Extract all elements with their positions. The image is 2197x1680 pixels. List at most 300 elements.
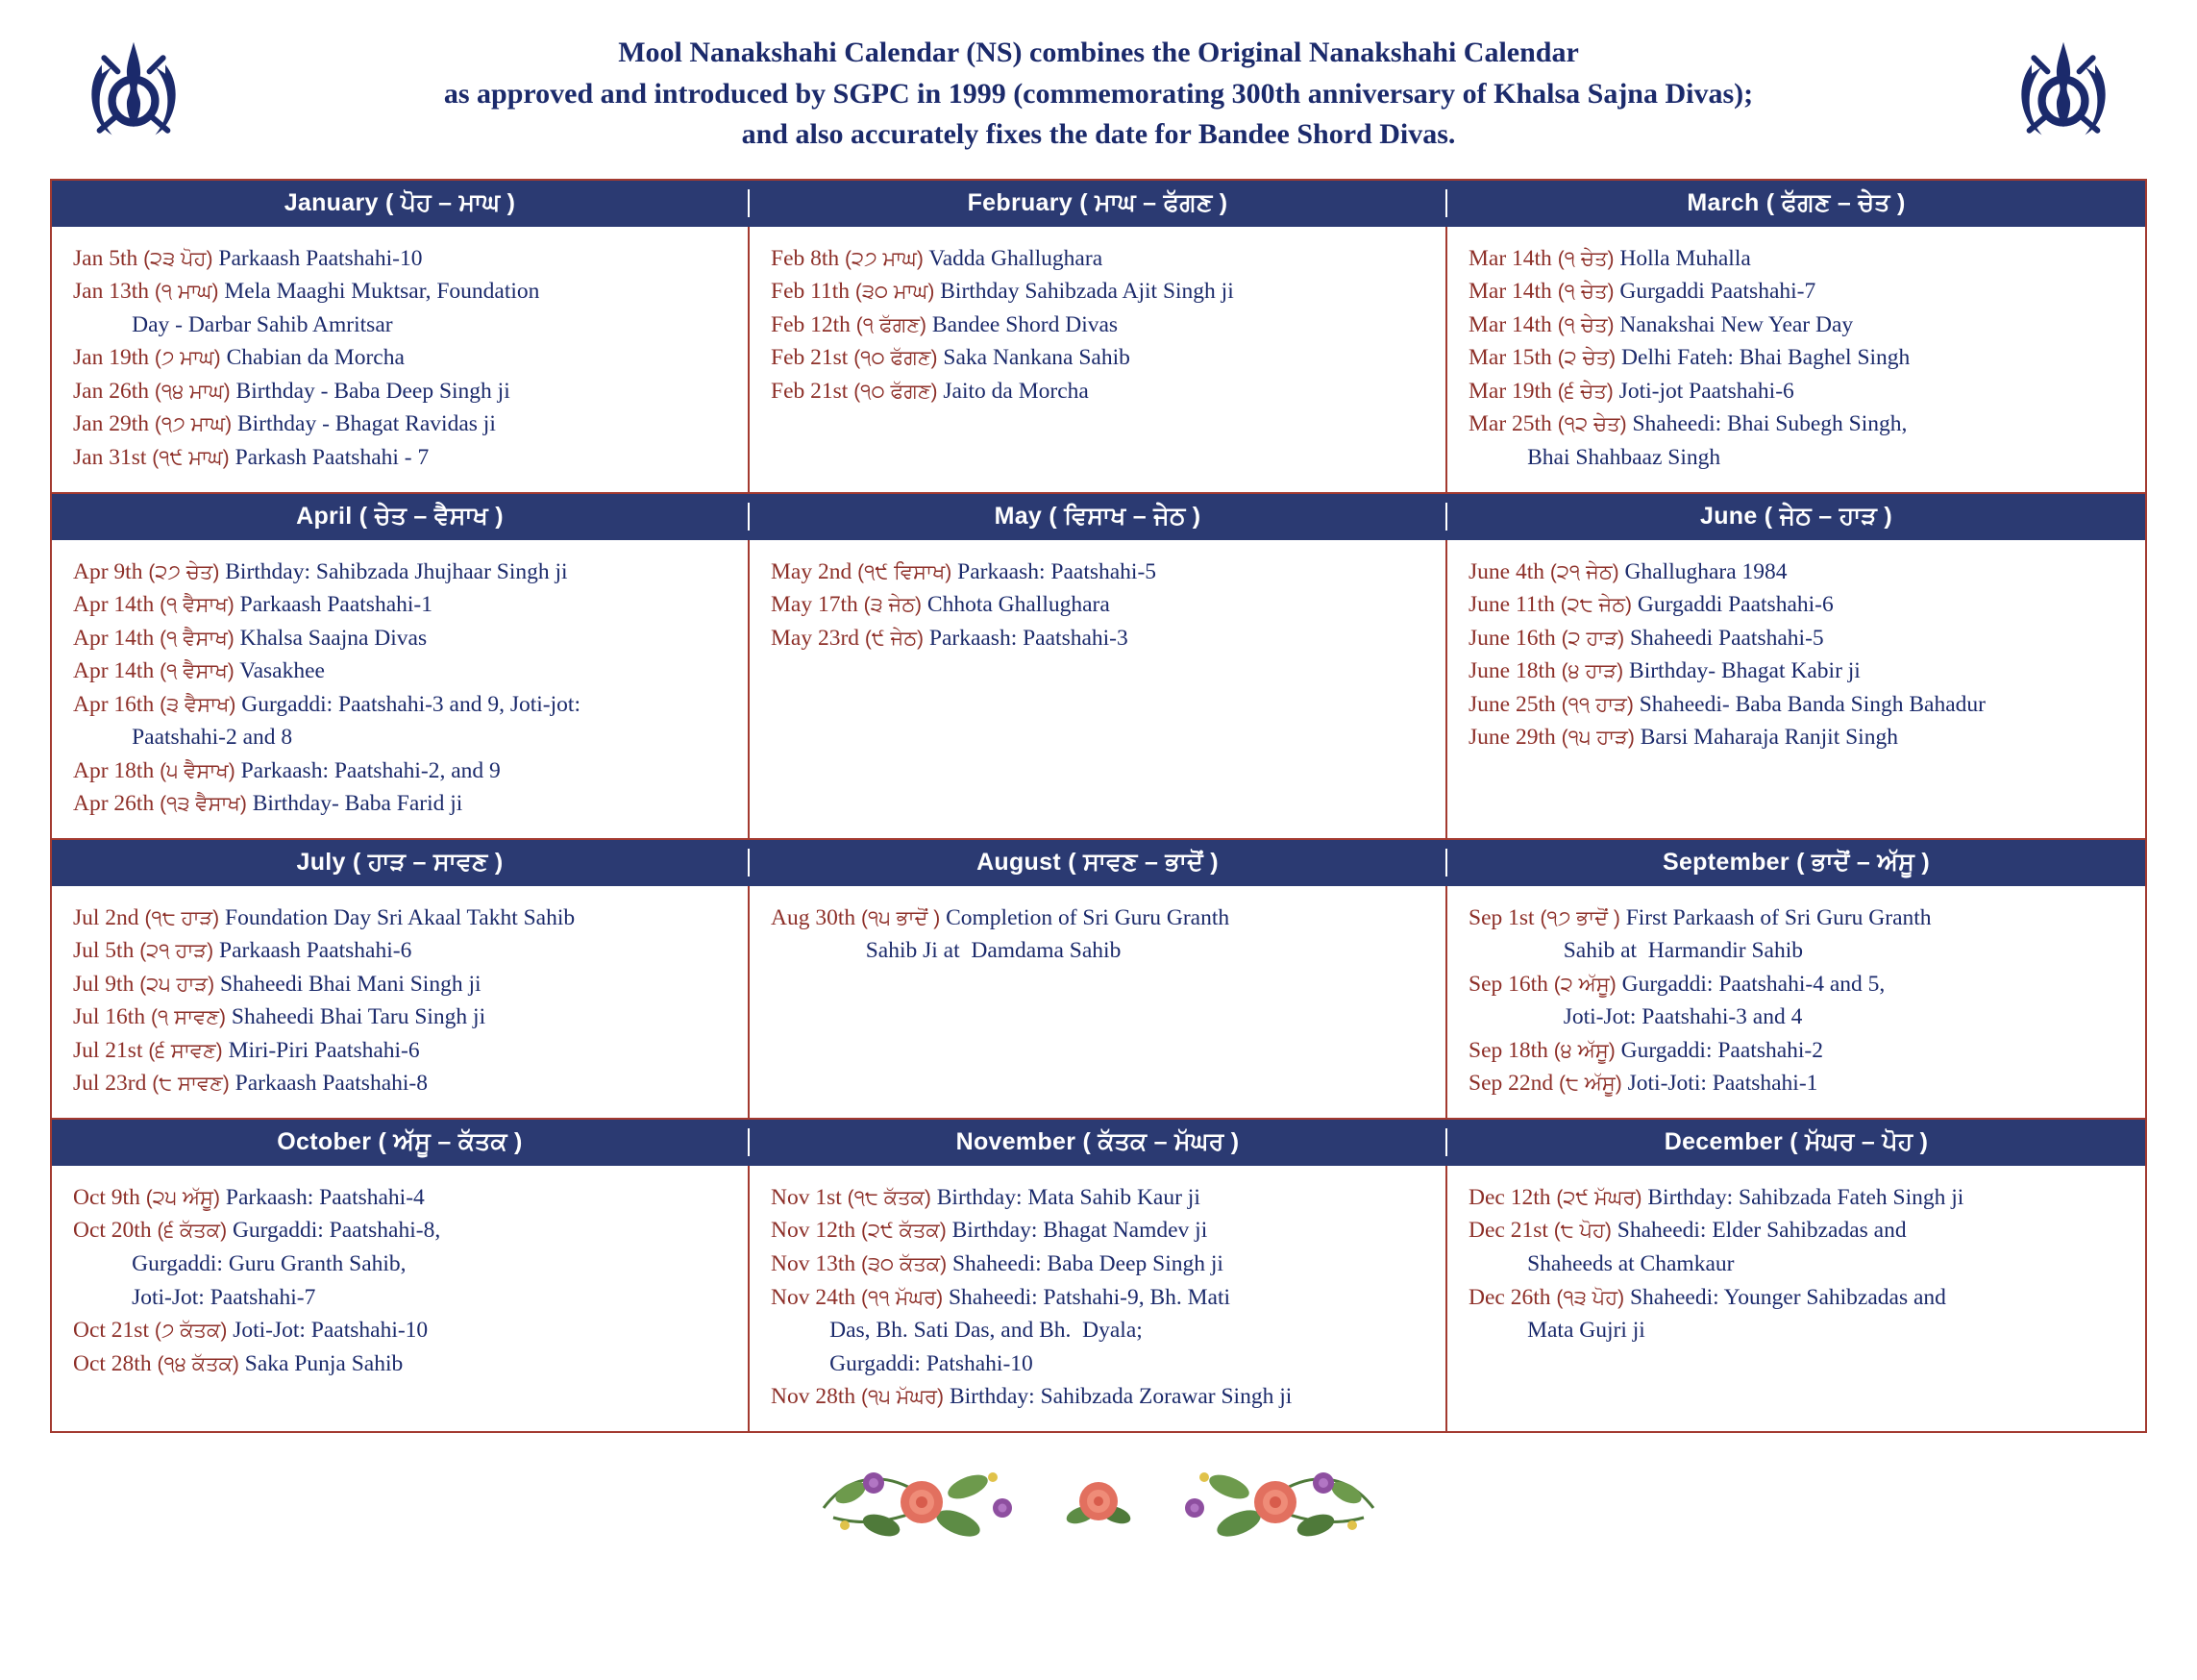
event-date-gurmukhi: (੧ ਵੈਸਾਖ) — [160, 594, 235, 617]
calendar-event — [1469, 1067, 2124, 1100]
calendar-event — [73, 688, 727, 754]
event-description: Birthday Sahibzada Ajit Singh ji — [940, 279, 1234, 305]
calendar-event — [73, 1314, 727, 1347]
calendar-event — [1469, 902, 2124, 968]
calendar-event — [1469, 688, 2124, 722]
event-date: June 18th — [1469, 658, 1556, 684]
event-description: Birthday: Sahibzada Zorawar Singh ji — [949, 1384, 1293, 1410]
event-description: Birthday: Sahibzada Fateh Singh ji — [1647, 1184, 1964, 1210]
calendar-event — [771, 309, 1424, 342]
event-description: Bandee Shord Divas — [931, 311, 1119, 337]
event-description-cont: Joti-Jot: Paatshahi-3 and 4 — [1563, 1004, 1803, 1030]
calendar-event — [73, 754, 727, 788]
event-date: Oct 28th — [73, 1350, 152, 1376]
event-date-gurmukhi: (੧ ਫੱਗਣ) — [855, 313, 927, 336]
calendar-event — [771, 1248, 1424, 1281]
event-date-gurmukhi: (੧੩ ਵੈਸਾਖ) — [160, 793, 247, 816]
event-description: Birthday: Sahibzada Jhujhaar Singh ji — [225, 558, 568, 584]
calendar-event — [73, 375, 727, 408]
event-date: Sep 16th — [1469, 971, 1548, 997]
calendar-event — [771, 902, 1424, 968]
event-date-gurmukhi: (੨੭ ਮਾਘ) — [845, 247, 924, 270]
month-header-august — [750, 849, 1447, 877]
calendar-event — [1469, 968, 2124, 1034]
event-date: Feb 12th — [771, 311, 851, 337]
calendar-event — [771, 588, 1424, 622]
calendar-event — [771, 341, 1424, 375]
month-name: May — [994, 502, 1043, 530]
event-description: Mela Maaghi Muktsar, Foundation — [224, 279, 540, 305]
event-date: June 4th — [1469, 558, 1544, 584]
event-description: Shaheedi: Bhai Subegh Singh, — [1632, 411, 1908, 437]
rose-ornament-icon — [1060, 1465, 1137, 1546]
event-date: Jan 29th — [73, 411, 149, 437]
event-date-gurmukhi: (੭ ਮਾਘ) — [154, 347, 221, 370]
calendar-event — [73, 1181, 727, 1215]
event-date-gurmukhi: (੧੪ ਮਾਘ) — [154, 380, 231, 403]
event-date: Jul 2nd — [73, 904, 139, 930]
event-date: Jan 19th — [73, 345, 149, 371]
event-date-gurmukhi: (੨੫ ਹਾੜ) — [139, 973, 215, 996]
floral-ornament-icon — [1162, 1450, 1383, 1561]
event-date-gurmukhi: (੭ ਕੱਤਕ) — [154, 1320, 228, 1343]
event-date-gurmukhi: (੯ ਜੇਠ) — [864, 627, 924, 650]
event-description-cont: Paatshahi-2 and 8 — [132, 725, 293, 751]
month-name-gurmukhi: ( ਜੇਠ – ਹਾੜ ) — [1764, 502, 1893, 530]
event-date-gurmukhi: (੨ ਅੱਸੂ) — [1553, 973, 1617, 996]
event-date: Nov 1st — [771, 1184, 842, 1210]
month-cell-february — [750, 227, 1447, 492]
month-name: June — [1699, 502, 1758, 530]
calendar-event — [73, 1001, 727, 1034]
event-description: Joti-Jot: Paatshahi-10 — [233, 1318, 429, 1344]
event-date-gurmukhi: (੨ ਹਾੜ) — [1561, 627, 1625, 650]
event-description-cont: Joti-Jot: Paatshahi-7 — [132, 1284, 316, 1310]
event-date-gurmukhi: (੨੫ ਅੱਸੂ) — [145, 1186, 221, 1209]
month-name: October — [277, 1127, 372, 1155]
title-line-2: as approved and introduced by SGPC in 1999 (commemorating 300th anniversary of Khalsa Sajna Divas); — [443, 77, 1754, 110]
event-date: Nov 24th — [771, 1284, 856, 1310]
month-name: December — [1664, 1127, 1784, 1155]
month-name-gurmukhi: ( ਮੱਘਰ – ਪੋਹ ) — [1790, 1127, 1929, 1155]
calendar-event — [1469, 1181, 2124, 1215]
event-description: Gurgaddi: Paatshahi-4 and 5, — [1621, 971, 1886, 997]
event-description: Vadda Ghallughara — [928, 245, 1103, 271]
event-description: Vasakhee — [239, 658, 325, 684]
month-header-april — [52, 503, 750, 531]
event-description: Delhi Fateh: Bhai Baghel Singh — [1621, 345, 1911, 371]
event-date-gurmukhi: (੧੩ ਪੋਹ) — [1556, 1286, 1625, 1309]
event-description: Shaheedi Paatshahi-5 — [1629, 625, 1824, 651]
event-description: Parkaash: Paatshahi-3 — [928, 625, 1128, 651]
event-date-gurmukhi: (੩ ਜੇਠ) — [863, 594, 923, 617]
event-date-gurmukhi: (੧੭ ਭਾਦੋਂ ) — [1540, 906, 1620, 929]
event-date: Jul 16th — [73, 1004, 146, 1030]
event-date: Apr 16th — [73, 691, 155, 717]
title-line-3: and also accurately fixes the date for Bandee Shord Divas. — [741, 118, 1456, 151]
calendar-event — [771, 1380, 1424, 1414]
event-date-gurmukhi: (੧ ਸਾਵਣ) — [150, 1006, 227, 1029]
event-description: Parkaash Paatshahi-6 — [219, 938, 412, 964]
event-date: Dec 26th — [1469, 1284, 1551, 1310]
event-description: Birthday - Baba Deep Singh ji — [235, 378, 510, 404]
month-header-june — [1447, 503, 2145, 531]
event-description: Miri-Piri Paatshahi-6 — [228, 1037, 420, 1063]
calendar-event — [73, 341, 727, 375]
page-title — [190, 33, 2007, 156]
event-description: Gurgaddi Paatshahi-6 — [1637, 592, 1834, 618]
event-description: Gurgaddi: Paatshahi-3 and 9, Joti-jot: — [241, 691, 580, 717]
event-description-cont: Das, Bh. Sati Das, and Bh. Dyala; — [829, 1318, 1143, 1344]
month-header-row — [52, 1120, 2145, 1166]
event-description: Gurgaddi: Paatshahi-8, — [232, 1218, 441, 1244]
calendar-event — [73, 787, 727, 821]
event-date-gurmukhi: (੨੯ ਕੱਤਕ) — [861, 1220, 947, 1243]
event-description: Ghallughara 1984 — [1624, 558, 1788, 584]
event-description: Saka Punja Sahib — [244, 1350, 404, 1376]
event-date-gurmukhi: (੧੧ ਮੱਘਰ) — [861, 1286, 944, 1309]
event-date-gurmukhi: (੮ ਅੱਸੂ) — [1559, 1073, 1622, 1096]
month-cell-april — [52, 540, 750, 838]
calendar-event — [73, 655, 727, 688]
calendar-event — [1469, 721, 2124, 754]
event-date-gurmukhi: (੩ ਵੈਸਾਖ) — [160, 693, 236, 716]
event-date-gurmukhi: (੧ ਵੈਸਾਖ) — [160, 627, 235, 650]
event-description: Parkaash Paatshahi-8 — [235, 1071, 428, 1097]
calendar-event — [771, 622, 1424, 655]
event-description-cont: Shaheeds at Chamkaur — [1527, 1251, 1735, 1276]
event-date-gurmukhi: (੨੧ ਹਾੜ) — [139, 940, 214, 963]
calendar-event — [73, 408, 727, 441]
event-date-gurmukhi: (੧੫ ਮੱਘਰ) — [861, 1386, 945, 1409]
event-description: First Parkaash of Sri Guru Granth — [1625, 904, 1932, 930]
event-date-gurmukhi: (੨੮ ਜੇਠ) — [1560, 594, 1633, 617]
event-description: Gurgaddi: Paatshahi-2 — [1620, 1037, 1824, 1063]
month-header-november — [750, 1128, 1447, 1156]
month-name-gurmukhi: ( ਚੇਤ – ਵੈਸਾਖ ) — [358, 502, 504, 530]
calendar-event — [73, 588, 727, 622]
month-cell-january — [52, 227, 750, 492]
event-date: Apr 26th — [73, 791, 155, 817]
event-date: Jan 31st — [73, 444, 147, 470]
calendar-event — [1469, 408, 2124, 474]
month-name-gurmukhi: ( ਭਾਦੋਂ – ਅੱਸੂ ) — [1796, 848, 1930, 876]
event-date: May 2nd — [771, 558, 852, 584]
event-date: Jan 5th — [73, 245, 138, 271]
month-header-row — [52, 181, 2145, 227]
floral-ornament-icon — [814, 1450, 1035, 1561]
event-date-gurmukhi: (੬ ਕੱਤਕ) — [157, 1220, 228, 1243]
calendar-event — [73, 1214, 727, 1314]
event-description-cont: Mata Gujri ji — [1527, 1318, 1645, 1344]
event-description: Jaito da Morcha — [943, 378, 1089, 404]
event-date: Jul 21st — [73, 1037, 143, 1063]
event-date-gurmukhi: (੧੨ ਚੇਤ) — [1557, 413, 1627, 436]
event-date: Apr 18th — [73, 757, 155, 783]
month-header-row — [52, 494, 2145, 540]
month-header-march — [1447, 189, 2145, 217]
event-description: Shaheedi: Baba Deep Singh ji — [951, 1251, 1223, 1276]
event-date-gurmukhi: (੧੯ ਵਿਸਾਖ) — [857, 560, 952, 583]
event-date-gurmukhi: (੨ ਚੇਤ) — [1557, 347, 1617, 370]
event-date-gurmukhi: (੬ ਸਾਵਣ) — [148, 1039, 223, 1062]
calendar-event — [73, 1067, 727, 1100]
event-date-gurmukhi: (੧੮ ਕੱਤਕ) — [847, 1186, 931, 1209]
event-date: Aug 30th — [771, 904, 856, 930]
khanda-icon — [2007, 37, 2120, 151]
event-date: Nov 13th — [771, 1251, 856, 1276]
event-date-gurmukhi: (੬ ਚੇਤ) — [1557, 380, 1614, 403]
page-header — [50, 0, 2147, 165]
event-date: Sep 22nd — [1469, 1071, 1554, 1097]
event-description: Birthday: Mata Sahib Kaur ji — [936, 1184, 1200, 1210]
calendar-event — [73, 1347, 727, 1381]
event-date: May 23rd — [771, 625, 860, 651]
month-name-gurmukhi: ( ਸਾਵਣ – ਭਾਦੋਂ ) — [1068, 848, 1219, 876]
event-description: Holla Muhalla — [1619, 245, 1751, 271]
event-description: Gurgaddi Paatshahi-7 — [1619, 279, 1816, 305]
calendar-event — [1469, 375, 2124, 408]
event-date-gurmukhi: (੪ ਹਾੜ) — [1561, 660, 1624, 683]
event-description: Birthday- Bhagat Kabir ji — [1629, 658, 1861, 684]
event-description: Parkash Paatshahi - 7 — [235, 444, 430, 470]
month-header-row — [52, 840, 2145, 886]
event-date-gurmukhi: (੧੦ ਫੱਗਣ) — [853, 380, 938, 403]
event-date-gurmukhi: (੧੪ ਕੱਤਕ) — [157, 1352, 239, 1375]
month-name: March — [1687, 188, 1760, 216]
event-date: Feb 8th — [771, 245, 840, 271]
month-cell-july — [52, 886, 750, 1118]
month-cell-may — [750, 540, 1447, 838]
calendar-event — [73, 275, 727, 341]
event-date-gurmukhi: (੧ ਮਾਘ) — [154, 281, 219, 304]
event-date: June 29th — [1469, 725, 1556, 751]
calendar-event — [73, 441, 727, 475]
calendar-event — [73, 622, 727, 655]
month-cell-december — [1447, 1166, 2145, 1431]
event-date-gurmukhi: (੧੫ ਹਾੜ) — [1561, 727, 1635, 750]
event-description: Parkaash Paatshahi-1 — [239, 592, 432, 618]
event-date-gurmukhi: (੮ ਪੋਹ) — [1553, 1220, 1612, 1243]
event-description: Parkaash: Paatshahi-2, and 9 — [240, 757, 501, 783]
event-date: Jul 5th — [73, 938, 135, 964]
event-date: Apr 14th — [73, 625, 155, 651]
event-description: Parkaash Paatshahi-10 — [218, 245, 423, 271]
event-date: Mar 19th — [1469, 378, 1552, 404]
calendar-event — [1469, 588, 2124, 622]
month-header-may — [750, 503, 1447, 531]
event-date: Jul 9th — [73, 971, 135, 997]
calendar-event — [771, 375, 1424, 408]
event-description: Shaheedi- Baba Banda Singh Bahadur — [1639, 691, 1986, 717]
calendar-event — [1469, 275, 2124, 309]
event-description: Khalsa Saajna Divas — [239, 625, 428, 651]
month-name-gurmukhi: ( ਅੱਸੂ – ਕੱਤਕ ) — [378, 1127, 523, 1155]
event-description: Joti-jot Paatshahi-6 — [1618, 378, 1794, 404]
calendar-event — [771, 1214, 1424, 1248]
event-date: Sep 18th — [1469, 1037, 1548, 1063]
footer-ornament — [50, 1439, 2147, 1573]
month-name: January — [284, 188, 379, 216]
event-date-gurmukhi: (੧੧ ਹਾੜ) — [1561, 693, 1634, 716]
event-date-gurmukhi: (੧੮ ਹਾੜ) — [144, 906, 220, 929]
event-description-cont: Gurgaddi: Guru Granth Sahib, — [132, 1251, 407, 1276]
month-name-gurmukhi: ( ਕੱਤਕ – ਮੱਘਰ ) — [1082, 1127, 1240, 1155]
event-description: Shaheedi Bhai Taru Singh ji — [231, 1004, 486, 1030]
event-date: Mar 15th — [1469, 345, 1552, 371]
calendar-event — [1469, 1214, 2124, 1280]
event-date: Apr 14th — [73, 658, 155, 684]
month-name: August — [976, 848, 1061, 876]
month-name: November — [955, 1127, 1076, 1155]
calendar-event — [771, 275, 1424, 309]
event-date-gurmukhi: (੧੯ ਮਾਘ) — [152, 446, 230, 469]
calendar-event — [73, 968, 727, 1001]
month-cell-october — [52, 1166, 750, 1431]
event-description: Shaheedi: Patshahi-9, Bh. Mati — [948, 1284, 1231, 1310]
event-date: Nov 12th — [771, 1218, 856, 1244]
month-header-september — [1447, 849, 2145, 877]
event-date: Mar 14th — [1469, 279, 1552, 305]
calendar-event — [771, 1281, 1424, 1381]
event-date: Feb 21st — [771, 345, 849, 371]
month-header-july — [52, 849, 750, 877]
month-header-january — [52, 189, 750, 217]
event-description-cont: Sahib at Harmandir Sahib — [1563, 938, 1803, 964]
event-date-gurmukhi: (੩੦ ਕੱਤਕ) — [861, 1253, 948, 1275]
khanda-icon — [77, 37, 190, 151]
calendar-event — [73, 242, 727, 276]
month-name-gurmukhi: ( ਫੱਗਣ – ਚੇਤ ) — [1765, 188, 1906, 216]
month-cell-september — [1447, 886, 2145, 1118]
calendar-event — [771, 242, 1424, 276]
event-description: Chabian da Morcha — [226, 345, 405, 371]
event-date-gurmukhi: (੨੩ ਪੋਹ) — [143, 247, 213, 270]
calendar-event — [73, 902, 727, 935]
event-description: Joti-Joti: Paatshahi-1 — [1627, 1071, 1818, 1097]
calendar-event — [771, 1181, 1424, 1215]
event-date-gurmukhi: (੫ ਵੈਸਾਖ) — [160, 759, 235, 782]
month-cell-june — [1447, 540, 2145, 838]
calendar-table — [50, 179, 2147, 1433]
event-date: Oct 9th — [73, 1184, 140, 1210]
event-description: Shaheedi: Younger Sahibzadas and — [1629, 1284, 1946, 1310]
event-description: Shaheedi: Elder Sahibzadas and — [1617, 1218, 1907, 1244]
month-body-row — [52, 1166, 2145, 1431]
event-description: Chhota Ghallughara — [926, 592, 1110, 618]
calendar-event — [73, 1034, 727, 1068]
title-line-1: Mool Nanakshahi Calendar (NS) combines the Original Nanakshahi Calendar — [618, 37, 1579, 68]
event-description: Birthday- Baba Farid ji — [252, 791, 463, 817]
event-description-cont: Gurgaddi: Patshahi-10 — [829, 1350, 1033, 1376]
event-date-gurmukhi: (੪ ਅੱਸੂ) — [1553, 1039, 1616, 1062]
month-header-february — [750, 189, 1447, 217]
event-description-cont: Day - Darbar Sahib Amritsar — [132, 311, 393, 337]
month-name: July — [296, 848, 346, 876]
month-header-october — [52, 1128, 750, 1156]
event-date-gurmukhi: (੨੯ ਮੱਘਰ) — [1556, 1186, 1642, 1209]
event-date: Jan 26th — [73, 378, 149, 404]
calendar-event — [1469, 622, 2124, 655]
event-description: Foundation Day Sri Akaal Takht Sahib — [225, 904, 576, 930]
event-date-gurmukhi: (੨੧ ਜੇਠ) — [1549, 560, 1619, 583]
event-date: Mar 14th — [1469, 311, 1552, 337]
event-date: Feb 21st — [771, 378, 849, 404]
month-cell-august — [750, 886, 1447, 1118]
event-date-gurmukhi: (੧ ਵੈਸਾਖ) — [160, 660, 235, 683]
event-description: Birthday - Bhagat Ravidas ji — [236, 411, 496, 437]
calendar-event — [771, 556, 1424, 589]
event-date: Nov 28th — [771, 1384, 856, 1410]
event-date-gurmukhi: (੧ ਚੇਤ) — [1557, 313, 1615, 336]
event-date: June 11th — [1469, 592, 1555, 618]
event-date: Dec 21st — [1469, 1218, 1548, 1244]
event-date-gurmukhi: (੧ ਚੇਤ) — [1557, 281, 1615, 304]
event-date: Mar 14th — [1469, 245, 1552, 271]
calendar-event — [1469, 341, 2124, 375]
month-body-row — [52, 540, 2145, 840]
event-date-gurmukhi: (੧੫ ਭਾਦੋਂ ) — [861, 906, 941, 929]
calendar-event — [1469, 655, 2124, 688]
event-date: Mar 25th — [1469, 411, 1552, 437]
calendar-event — [1469, 1281, 2124, 1347]
event-date: Oct 21st — [73, 1318, 149, 1344]
calendar-event — [1469, 556, 2124, 589]
event-date: Jul 23rd — [73, 1071, 147, 1097]
month-body-row — [52, 227, 2145, 494]
month-cell-march — [1447, 227, 2145, 492]
event-description: Nanakshai New Year Day — [1619, 311, 1854, 337]
month-name: September — [1663, 848, 1790, 876]
event-date-gurmukhi: (੧੦ ਫੱਗਣ) — [853, 347, 938, 370]
calendar-event — [73, 934, 727, 968]
event-description: Parkaash: Paatshahi-5 — [957, 558, 1157, 584]
event-date: Oct 20th — [73, 1218, 152, 1244]
calendar-event — [1469, 242, 2124, 276]
event-date: Apr 9th — [73, 558, 143, 584]
event-date: Sep 1st — [1469, 904, 1535, 930]
event-description: Barsi Maharaja Ranjit Singh — [1640, 725, 1898, 751]
event-date-gurmukhi: (੧ ਚੇਤ) — [1557, 247, 1615, 270]
event-date: Feb 11th — [771, 279, 851, 305]
month-name: April — [296, 502, 353, 530]
calendar-event — [1469, 309, 2124, 342]
month-name-gurmukhi: ( ਪੋਹ – ਮਾਘ ) — [384, 188, 516, 216]
event-description: Parkaash: Paatshahi-4 — [225, 1184, 425, 1210]
event-description: Birthday: Bhagat Namdev ji — [951, 1218, 1208, 1244]
event-description: Completion of Sri Guru Granth — [946, 904, 1230, 930]
month-name-gurmukhi: ( ਵਿਸਾਖ – ਜੇਠ ) — [1049, 502, 1201, 530]
calendar-event — [73, 556, 727, 589]
event-date-gurmukhi: (੧੭ ਮਾਘ) — [154, 413, 233, 436]
event-description-cont: Sahib Ji at Damdama Sahib — [865, 938, 1122, 964]
month-name: February — [967, 188, 1073, 216]
month-header-december — [1447, 1128, 2145, 1156]
event-description-cont: Bhai Shahbaaz Singh — [1527, 444, 1721, 470]
month-body-row — [52, 886, 2145, 1120]
event-description: Shaheedi Bhai Mani Singh ji — [219, 971, 481, 997]
event-description: Saka Nankana Sahib — [943, 345, 1130, 371]
event-date: May 17th — [771, 592, 858, 618]
event-date: Dec 12th — [1469, 1184, 1551, 1210]
month-name-gurmukhi: ( ਮਾਘ – ਫੱਗਣ ) — [1079, 188, 1228, 216]
calendar-event — [1469, 1034, 2124, 1068]
month-name-gurmukhi: ( ਹਾੜ – ਸਾਵਣ ) — [352, 848, 504, 876]
event-date-gurmukhi: (੩੦ ਮਾਘ) — [854, 281, 935, 304]
event-date: June 16th — [1469, 625, 1556, 651]
event-date: Jan 13th — [73, 279, 149, 305]
event-date: June 25th — [1469, 691, 1556, 717]
